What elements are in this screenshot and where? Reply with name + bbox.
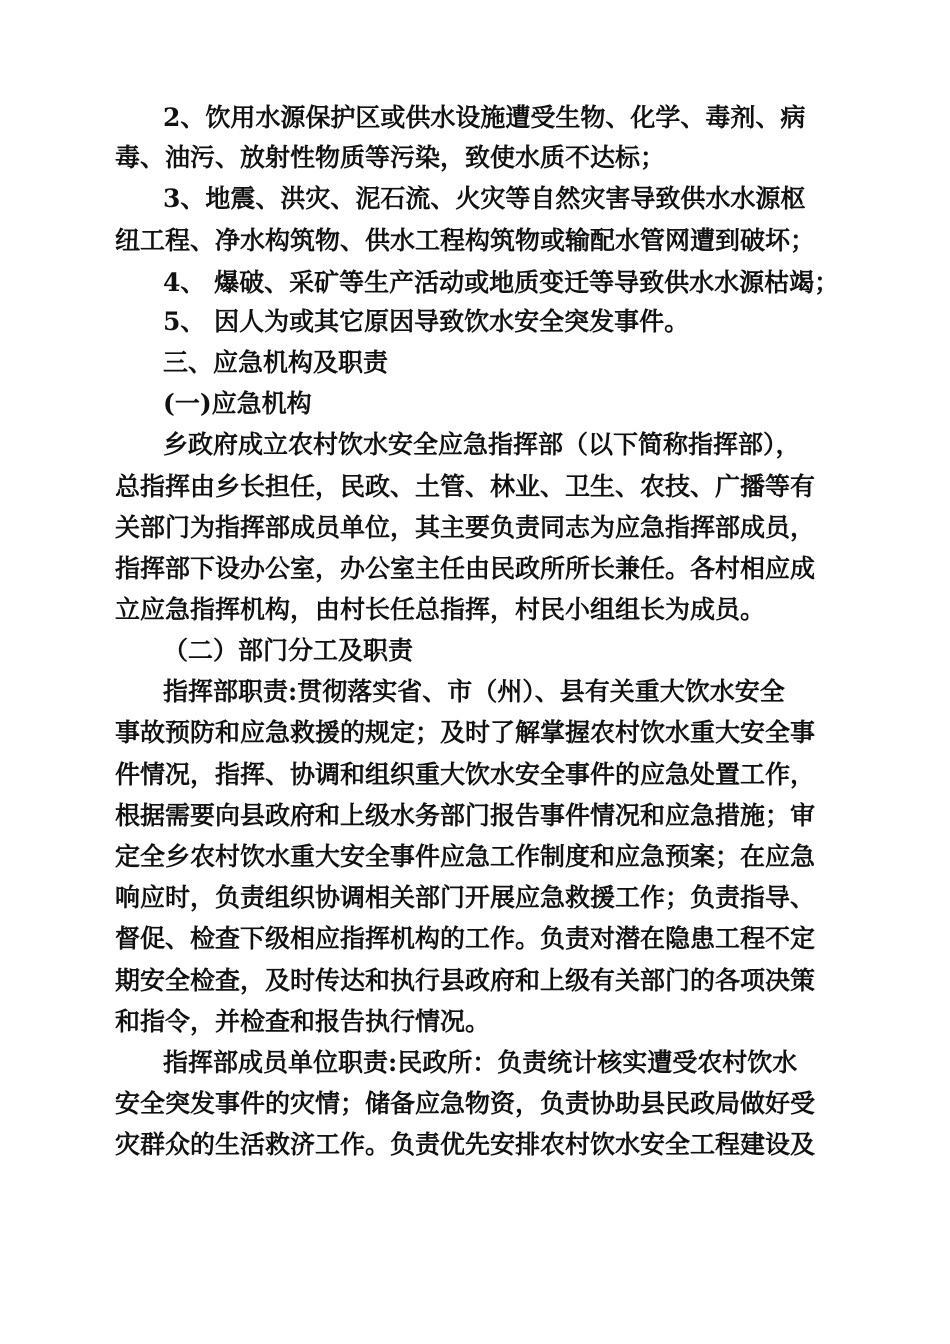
- text-line: 3、地震、洪灾、泥石流、火灾等自然灾害导致供水水源枢: [163, 184, 806, 213]
- text-line: 5、 因人为或其它原因导致饮水安全突发事件。: [163, 307, 690, 336]
- text-line: 定全乡农村饮水重大安全事件应急工作制度和应急预案；在应急: [115, 842, 816, 871]
- text-line: 指挥部下设办公室，办公室主任由民政所所长兼任。各村相应成: [115, 554, 816, 583]
- text-line: 指挥部职责:贯彻落实省、市（州）、县有关重大饮水安全: [163, 677, 785, 706]
- text-line: 灾群众的生活救济工作。负责优先安排农村饮水安全工程建设及: [115, 1130, 816, 1159]
- text-line: 和指令，并检查和报告执行情况。: [115, 1007, 491, 1036]
- text-line: 4、 爆破、采矿等生产活动或地质变迁等导致供水水源枯竭；: [163, 268, 840, 297]
- text-line: 响应时，负责组织协调相关部门开展应急救援工作；负责指导、: [115, 883, 816, 912]
- section-heading: 三、应急机构及职责: [163, 348, 389, 377]
- text-line: 事故预防和应急救援的规定；及时了解掌握农村饮水重大安全事: [115, 718, 816, 747]
- text-line: 乡政府成立农村饮水安全应急指挥部（以下简称指挥部），: [163, 430, 801, 459]
- text-line: 件情况，指挥、协调和组织重大饮水安全事件的应急处置工作，: [115, 760, 816, 789]
- text-line: 立应急指挥机构，由村长任总指挥，村民小组组长为成员。: [115, 595, 766, 624]
- text-line: 指挥部成员单位职责:民政所：负责统计核实遭受农村饮水: [163, 1048, 798, 1077]
- text-line: 根据需要向县政府和上级水务部门报告事件情况和应急措施；审: [115, 801, 816, 830]
- text-line: 关部门为指挥部成员单位，其主要负责同志为应急指挥部成员，: [115, 513, 816, 542]
- subsection-heading: (一)应急机构: [163, 389, 312, 418]
- text-line: 总指挥由乡长担任，民政、土管、林业、卫生、农技、广播等有: [115, 472, 816, 501]
- text-line: 纽工程、净水构筑物、供水工程构筑物或输配水管网遭到破坏；: [115, 226, 816, 255]
- text-line: 督促、检查下级相应指挥机构的工作。负责对潜在隐患工程不定: [115, 924, 816, 953]
- text-line: 2、饮用水源保护区或供水设施遭受生物、化学、毒剂、病: [163, 103, 806, 132]
- text-line: 安全突发事件的灾情；储备应急物资，负责协助县民政局做好受: [115, 1089, 816, 1118]
- subsection-heading: （二）部门分工及职责: [163, 636, 414, 665]
- text-line: 期安全检查，及时传达和执行县政府和上级有关部门的各项决策: [115, 966, 816, 995]
- text-line: 毒、油污、放射性物质等污染，致使水质不达标；: [115, 143, 666, 172]
